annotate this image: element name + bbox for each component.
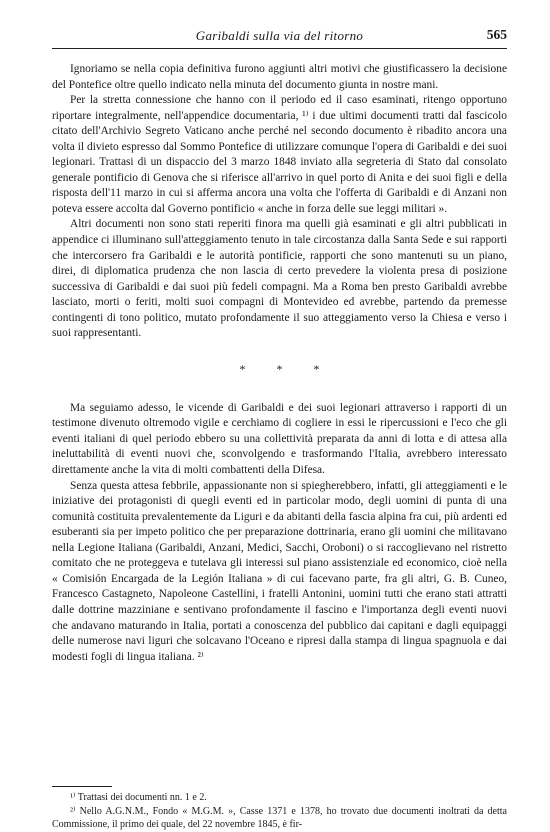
footnote-1: ¹⁾ Trattasi dei documenti nn. 1 e 2. bbox=[70, 792, 207, 803]
footnote-2: ²⁾ Nello A.G.N.M., Fondo « M.G.M. », Casse 1371 e 1378, ho trovato due documenti inoltrati da detta Commissione, il primo dei quale, del 22 novembre 1845, è fir- bbox=[52, 805, 507, 830]
footnotes bbox=[52, 791, 507, 832]
paragraph-3: Altri documenti non sono stati reperiti finora ma quelli già esaminati e gli altri pubblicati in appendice ci illuminano sull'atteggiamento tenuto in tale circostanza dalla Santa Sede e sui rapporti che intercorsero fra Garibaldi e le autorità pontificie, rapporti che sono mantenuti su un piano, direi, di diplomatica prudenza che non lascia di certo prevedere la violenta presa di posizione successiva di Garibaldi e dai suoi più fedeli compagni. Ma a Roma ben presto Garibaldi avrebbe lasciato, morti o feriti, molti suoi compagni di Montevideo ed avrebbe, partendo da premesse contingenti di tono politico, mutato profondamente il suo atteggiamento verso la Chiesa e verso i suoi rappresentanti. bbox=[52, 218, 507, 340]
page-header bbox=[52, 26, 507, 49]
page-number: 565 bbox=[486, 27, 507, 42]
paragraph-1: Ignoriamo se nella copia definitiva furono aggiunti altri motivi che giustificassero la decisione del Pontefice oltre quello indicato nella minuta del documento giunta in nostre mani. bbox=[52, 63, 507, 91]
running-title: Garibaldi sulla via del ritorno bbox=[195, 28, 364, 43]
footnote-rule bbox=[52, 786, 112, 787]
paragraph-4: Ma seguiamo adesso, le vicende di Garibaldi e dei suoi legionari attraverso i rapporti di un testimone divenuto oltremodo vigile e cerchiamo di cogliere in essi le ripercussioni e l'eco che gli eventi italiani di quel periodo ebbero su una collettività preparata da anni di lotta e di attesa alla ineluttabilità di eventi nuovi che, sconvolgendo e trasformando l'Italia, avrebbero interessato direttamente anche la vita di molti combattenti della Difesa. bbox=[52, 401, 507, 477]
body-text bbox=[52, 62, 507, 665]
paragraph-5: Senza questa attesa febbrile, appassionante non si spiegherebbero, infatti, gli atteggiamenti e le iniziative dei protagonisti di quegli eventi ed in particolar modo, degli uomini di punta di una comunità costituita prevalentemente da Liguri e da abitanti della fascia alpina fra cui, più ardenti ed esuberanti sia per impeto politico che per preparazione dottrinaria, erano gli uomini che militavano nella Legione Italiana (Garibaldi, Anzani, Medici, Sacchi, Oroboni) o si raccoglievano nel ristretto comitato che ne proteggeva e tutelava gli interessi sul piano assistenziale ed economico, cioè nella « Comisión Encargada de la Legión Italiana » di cui facevano parte, fra gli altri, G. B. Cuneo, Francesco Castagneto, Napoleone Castellini, i fratelli Antonini, uomini tutti che erano stati attratti dalle dottrine mazziniane e sentivano profondamente il fascino e l'importanza degli eventi nuovi che andavano maturando in Italia, portati a conoscenza del pubblico dai capitani e dagli equipaggi delle numerose navi liguri che solcavano l'Oceano e ripresi dalla stampa di lingua spagnuola e dai modesti fogli di lingua italiana. ²⁾ bbox=[52, 479, 507, 663]
paragraph-2: Per la stretta connessione che hanno con il periodo ed il caso esaminati, ritengo opportuno riportare integralmente, nell'appendice documentaria, ¹⁾ i due ultimi documenti tratti dal fascicolo citato dell'Archivio Segreto Vaticano anche perché nel secondo documento è ribadito ancora una volta il divieto espresso dal Sommo Pontefice di utilizzare comunque l'opera di Garibaldi e dei suoi legionari. Trattasi di un dispaccio del 3 marzo 1848 inviato alla segreteria di Stato dal consolato generale pontificio di Genova che si riferisce all'arrivo in quel porto di Anita e dei suoi figli e della risposta dell'11 marzo in cui si afferma ancora una volta che l'offerta di Garibaldi e di Anzani non poteva essere accolta dal Governo pontificio « anche in forza delle sue leggi militari ». bbox=[52, 94, 507, 215]
section-break: * * * bbox=[239, 361, 334, 376]
